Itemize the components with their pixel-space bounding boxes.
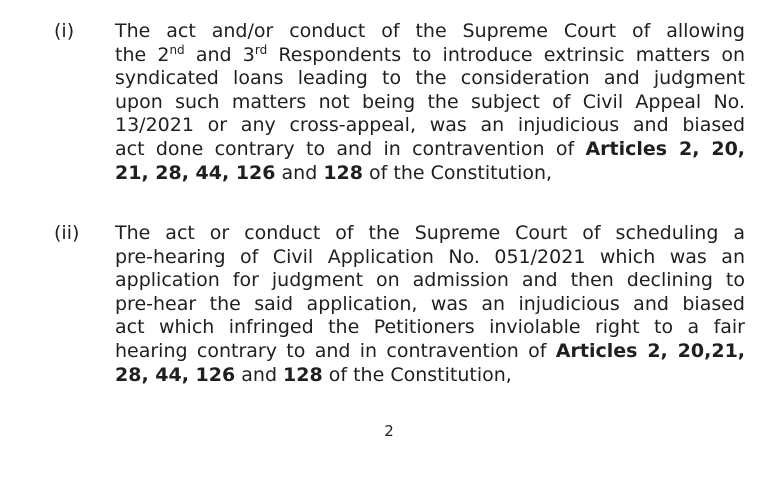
page-number: 2 xyxy=(384,422,394,440)
text-run: and xyxy=(275,161,324,184)
clause-text xyxy=(115,20,745,185)
text-line xyxy=(115,340,745,364)
bold-text: 28, 44, 126 xyxy=(115,363,236,386)
text-line xyxy=(115,91,745,115)
text-run: of the Constitution, xyxy=(322,363,512,386)
text-run: and xyxy=(235,363,284,386)
text-run: act which infringed the Petitioners inviolable right to a fair xyxy=(115,316,745,339)
text-run: act done contrary to and in contravention of xyxy=(115,137,586,160)
text-line xyxy=(115,20,745,44)
bold-text: 128 xyxy=(323,161,363,184)
text-line xyxy=(115,44,745,68)
superscript-text: rd xyxy=(254,42,268,57)
clause-label: (ii) xyxy=(54,222,80,244)
text-run: 13/2021 or any cross-appeal, was an injudicious and biased xyxy=(115,114,745,137)
bold-text: 128 xyxy=(283,363,323,386)
bold-text: Articles 2, 20,21, xyxy=(555,339,746,362)
text-run: upon such matters not being the subject of Civil Appeal No. xyxy=(115,90,745,113)
bold-text: 21, 28, 44, 126 xyxy=(115,161,276,184)
text-run: the 2 xyxy=(115,43,170,66)
text-run: and 3 xyxy=(184,43,255,66)
clause-text xyxy=(115,222,745,387)
text-run: Respondents to introduce extrinsic matters on xyxy=(267,43,745,66)
text-run: syndicated loans leading to the consideration and judgment xyxy=(115,67,745,90)
text-line xyxy=(115,246,745,270)
text-line xyxy=(115,364,745,388)
clause-label: (i) xyxy=(54,20,75,42)
text-run: application for judgment on admission and then declining to xyxy=(115,269,745,292)
text-run: hearing contrary to and in contravention of xyxy=(115,339,556,362)
text-line xyxy=(115,114,745,138)
text-line xyxy=(115,316,745,340)
text-line xyxy=(115,269,745,293)
text-line xyxy=(115,293,745,317)
text-run: pre-hear the said application, was an injudicious and biased xyxy=(115,292,745,315)
text-line xyxy=(115,67,745,91)
text-run: The act and/or conduct of the Supreme Court of allowing xyxy=(115,20,745,42)
text-run: of the Constitution, xyxy=(362,161,553,184)
text-run: The act or conduct of the Supreme Court of scheduling a xyxy=(115,222,745,244)
bold-text: Articles 2, 20, xyxy=(585,137,746,160)
text-line xyxy=(115,222,745,246)
text-line xyxy=(115,162,745,186)
text-line xyxy=(115,138,745,162)
superscript-text: nd xyxy=(169,42,185,57)
text-run: pre-hearing of Civil Application No. 051/2021 which was an xyxy=(115,245,745,268)
